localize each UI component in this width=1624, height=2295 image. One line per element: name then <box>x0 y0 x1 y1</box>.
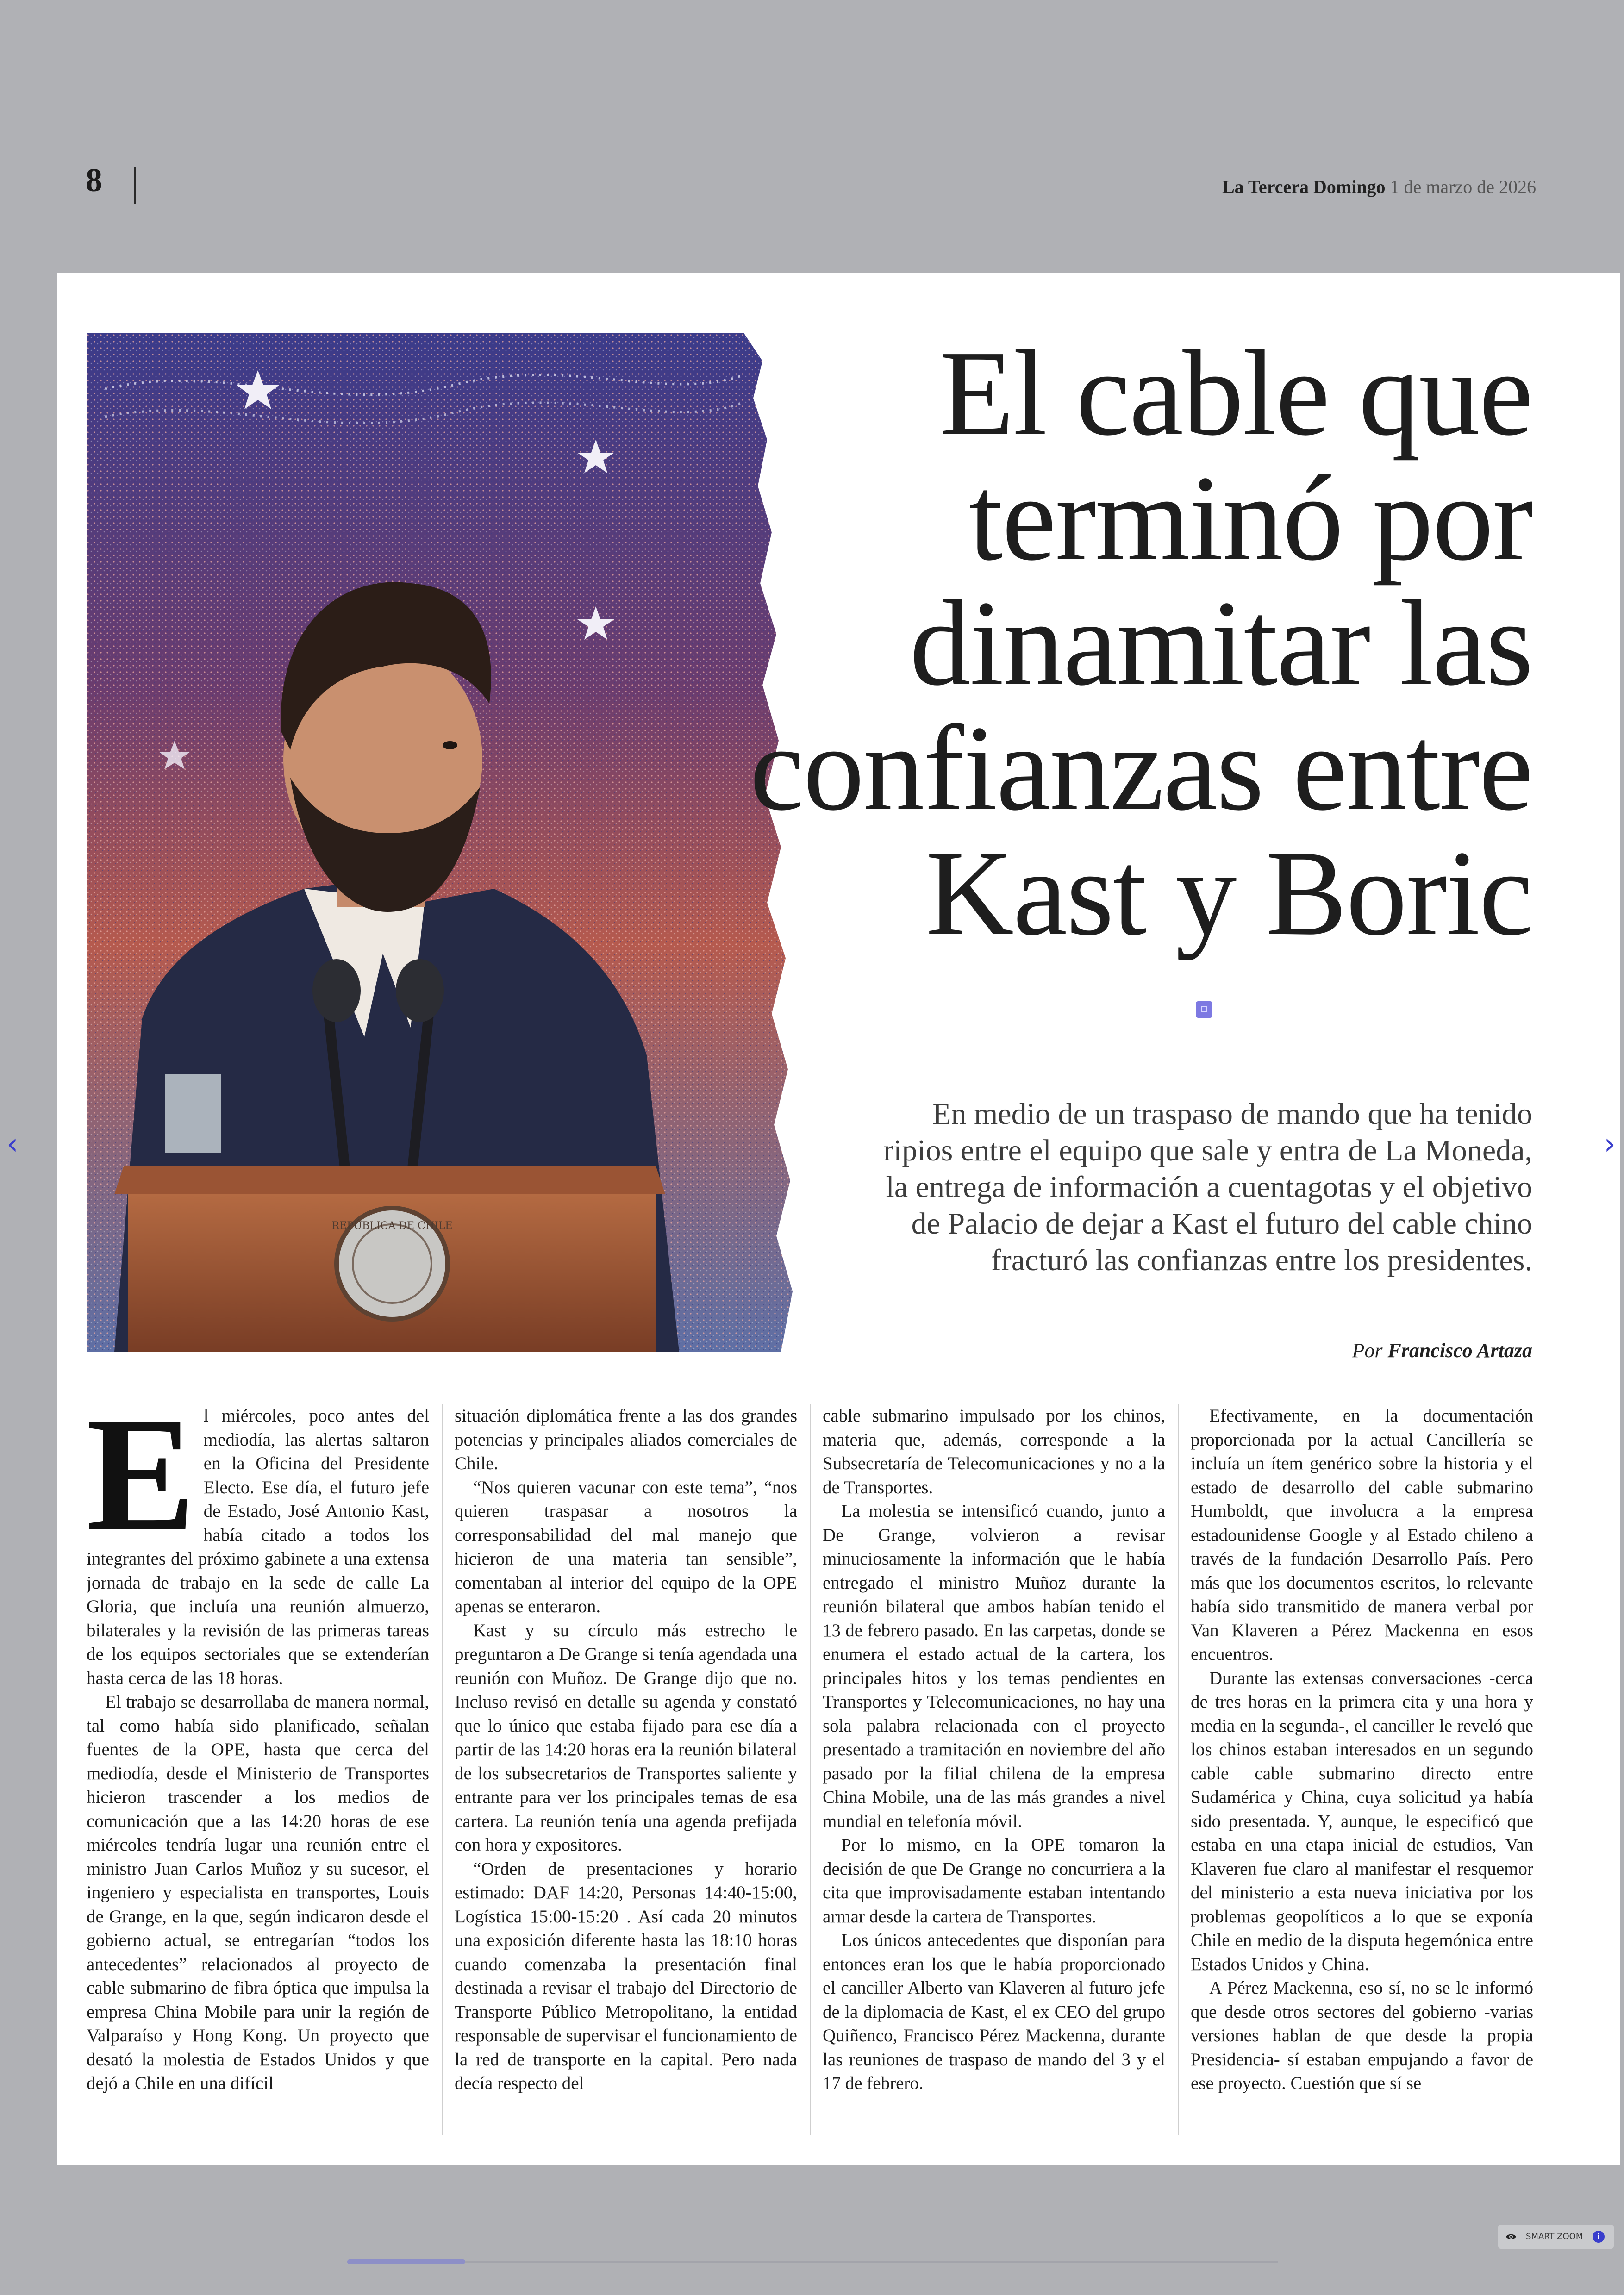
page-progress-track[interactable] <box>347 2261 1278 2263</box>
column-rule <box>442 1404 443 2135</box>
article-column-4 <box>1191 1404 1533 2135</box>
paragraph: A Pérez Mackenna, eso sí, no se le informó que desde otros sectores del gobierno -varias versiones hablan de que desde la propia Presidencia- sí estaban empujando a favor de ese proyecto. Cuestión que sí se <box>1191 1978 1533 2093</box>
article-column-1 <box>87 1404 429 2135</box>
paragraph: situación diplomática frente a las dos grandes potencias y principales aliados comerciales de Chile. <box>455 1406 797 1473</box>
header-divider <box>134 167 136 204</box>
byline-prefix: Por <box>1352 1339 1383 1362</box>
byline-author: Francisco Artaza <box>1387 1339 1532 1362</box>
column-rule <box>1178 1404 1179 2135</box>
info-icon[interactable]: i <box>1593 2231 1605 2243</box>
page-progress-thumb[interactable] <box>347 2259 465 2264</box>
publication-line <box>1222 176 1536 198</box>
paragraph: Efectivamente, en la documentación proporcionada por la actual Cancillería se incluía un ítem genérico sobre la historia y el estado de desarrollo del cable submarino Humboldt, que involucra a la empresa estadounidense Google y al Estado chileno a través de la fundación Desarrollo País. Pero más que los documentos escritos, lo relevante había sido transmitido de manera verbal por Van Klaveren a Pérez Mackenna en esos encuentros. <box>1191 1406 1533 1664</box>
podium-seal-text: REPÚBLICA DE CHILE <box>331 1220 453 1232</box>
previous-page-arrow-icon[interactable]: ‹ <box>6 1127 19 1161</box>
article-column-3 <box>823 1404 1165 2135</box>
photo-illustration <box>87 333 846 1352</box>
paragraph: La molestia se intensificó cuando, junto a De Grange, volvieron a revisar minuciosamente la información que le había entregado el ministro Muñoz durante la reunión bilateral que ambos habían tenido el 13 de febrero pasado. En las carpetas, donde se enumera el estado actual de la cartera, los principales hitos y los temas pendientes en Transportes y Telecomunicaciones, no hay una sola palabra relacionada con el proyecto presentado a tramitación en noviembre del año pasado por la filial chilena de la empresa China Mobile, una de las más grandes a nivel mundial en telefonía móvil. <box>823 1501 1165 1831</box>
paragraph: Durante las extensas conversaciones -cerca de tres horas en la primera cita y una hora y media en la segunda-, el canciller le reveló que los chinos estaban interesados en un segundo cable cable submarino directo entre Sudamérica y China, cuya solicitud ya había sido presentada. Y, aunque, le especificó que estaba en una etapa inicial de estudios, Van Klaveren fue claro al manifestar el resquemor del ministerio a esta nueva iniciativa por los problemas geopolíticos a lo que se exponía Chile en medio de la disputa hegemónica entre Estados Unidos y China. <box>1191 1668 1533 1974</box>
paragraph: l miércoles, poco antes del mediodía, las alertas saltaron en la Oficina del Presidente Electo. Ese día, el futuro jefe de Estado, José Antonio Kast, había citado a todos los integrantes del próximo gabinete a una extensa jornada de trabajo en la sede de calle La Gloria, que incluía una reunión almuerzo, bilaterales y la revisión de las primeras tareas de los equipos sectoriales que se extenderían hasta cerca de las 18 horas. <box>87 1406 429 1688</box>
next-page-arrow-icon[interactable]: › <box>1604 1127 1616 1161</box>
newspaper-page <box>57 273 1620 2165</box>
drop-cap: E <box>87 1404 195 1565</box>
byline <box>1352 1339 1532 1362</box>
article-photo <box>87 333 846 1352</box>
paragraph: El trabajo se desarrollaba de manera normal, tal como había sido planificado, señalan fuentes de la OPE, hasta que cerca del mediodía, desde el Ministerio de Transportes hicieron trascender a los medios de comunicación que a las 14:20 horas de ese miércoles tendría lugar una reunión entre el ministro Juan Carlos Muñoz y su sucesor, el ingeniero y especialista en transportes, Louis de Grange, en la que, según indicaron desde el gobierno actual, se entregarían “todos los antecedentes” relacionados al proyecto de cable submarino de fibra óptica que impulsa la empresa China Mobile para unir la región de Valparaíso y Hong Kong. Un proyecto que desató la molestia de Estados Unidos y que dejó a Chile en una difícil <box>87 1692 429 2093</box>
publication-date: 1 de marzo de 2026 <box>1390 176 1536 197</box>
paragraph: “Nos quieren vacunar con este tema”, “nos quieren traspasar a nosotros la corresponsabilidad del mal manejo que hicieron de una materia tan sensible”, comentaban al interior del equipo de la OPE apenas se enteraron. <box>455 1477 797 1616</box>
paragraph: Por lo mismo, en la OPE tomaron la decisión de que De Grange no concurriera a la cita que improvisadamente estaban intentando armar desde la cartera de Transportes. <box>823 1835 1165 1927</box>
publication-name: La Tercera Domingo <box>1222 176 1386 197</box>
article-column-2 <box>455 1404 797 2135</box>
eye-icon <box>1505 2231 1517 2242</box>
smart-zoom-button[interactable] <box>1498 2225 1614 2249</box>
smart-zoom-label: SMART ZOOM <box>1526 2232 1583 2241</box>
paragraph: “Orden de presentaciones y horario estimado: DAF 14:20, Personas 14:40-15:00, Logística 15:00-15:20 . Así cada 20 minutos una exposición diferente hasta las 18:10 horas cuando comenzaba la presentación final destinada a revisar el trabajo del Directorio de Transporte Público Metropolitano, la entidad responsable de supervisar el funcionamiento de la red de transporte en la capital. Pero nada decía respecto del <box>455 1858 797 2093</box>
page-header <box>0 153 1624 208</box>
annotation-note-icon[interactable] <box>1196 1001 1212 1018</box>
page-number: 8 <box>86 162 102 199</box>
article-body <box>87 1404 1538 2135</box>
article-deck: En medio de un traspaso de mando que ha tenido ripios entre el equipo que sale y entra de La Moneda, la entrega de información a cuentagotas y el objetivo de Palacio de dejar a Kast el futuro del cable chino fracturó las confianzas entre los presidentes. <box>883 1097 1532 1277</box>
column-rule <box>810 1404 811 2135</box>
paragraph: cable submarino impulsado por los chinos, materia que, además, corresponde a la Subsecretaría de Telecomunicaciones y no a la de Transportes. <box>823 1406 1165 1497</box>
paragraph: Los únicos antecedentes que disponían para entonces eran los que le había proporcionado el canciller Alberto van Klaveren al futuro jefe de la diplomacia de Kast, el ex CEO del grupo Quiñenco, Francisco Pérez Mackenna, durante las reuniones de traspaso de mando del 3 y el 17 de febrero. <box>823 1930 1165 2093</box>
paragraph: Kast y su círculo más estrecho le preguntaron a De Grange si tenía agendada una reunión con Muñoz. De Grange dijo que no. Incluso revisó en detalle su agenda y constató que lo único que estaba fijado para ese día a partir de las 14:20 horas era la reunión bilateral de los subsecretarios de Transportes saliente y entrante para ver los principales temas de esa cartera. La reunión tenía una agenda prefijada con hora y expositores. <box>455 1620 797 1855</box>
article-headline: El cable que terminó por dinamitar las confianzas entre Kast y Boric <box>750 326 1532 961</box>
